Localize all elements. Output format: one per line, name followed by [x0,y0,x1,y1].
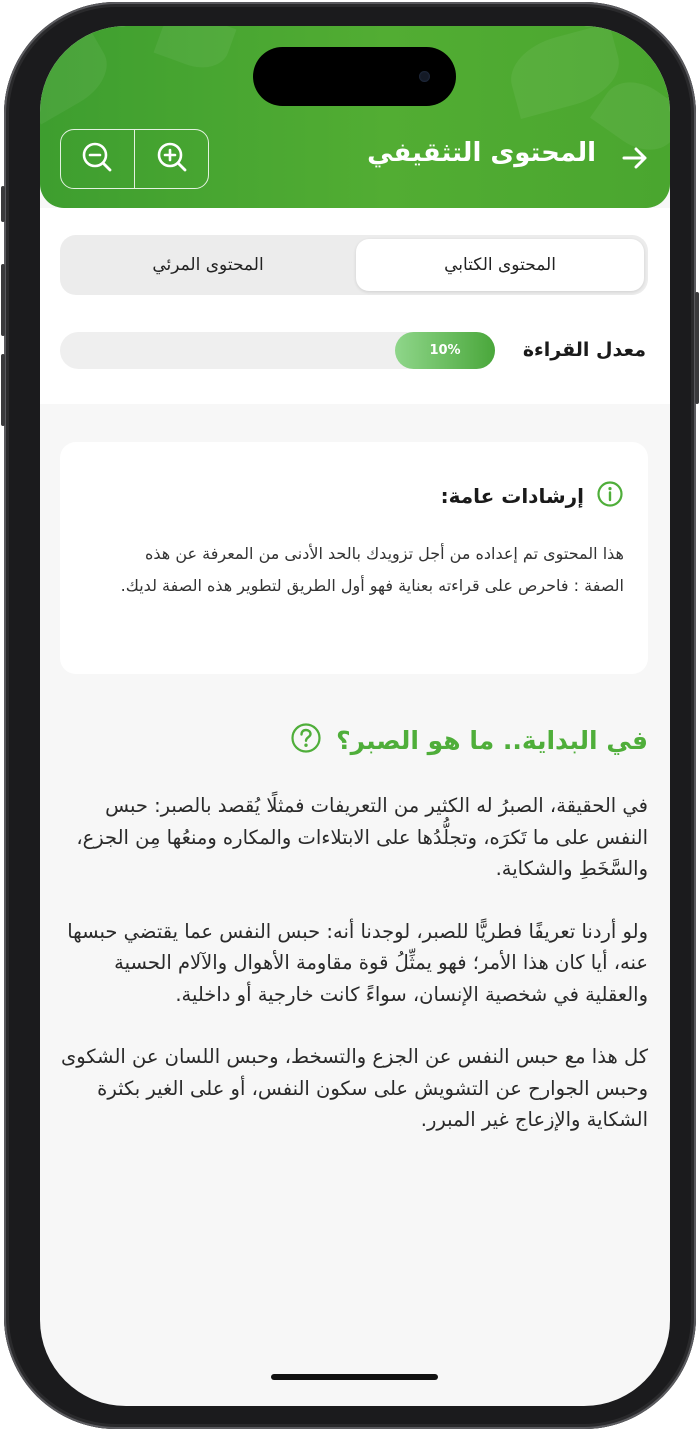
page-title: المحتوى التثقيفي [367,138,596,168]
dynamic-island [253,47,456,106]
zoom-out-button[interactable] [61,130,134,188]
phone-frame [4,2,696,1429]
volume-down-button [1,354,5,426]
zoom-out-icon [80,140,114,178]
power-button [695,292,699,404]
controls-panel [40,208,670,404]
reading-progress-value: 10% [429,343,461,358]
arrow-right-icon[interactable] [620,143,650,173]
guidelines-card [60,442,648,674]
zoom-controls [60,129,209,189]
guidelines-text: هذا المحتوى تم إعداده من أجل تزويدك بالحد الأدنى من المعرفة عن هذه الصفة : فاحرص على قراءته بعناية فهو أول الطريق لتطوير هذه الصفة لديك. [120,544,624,595]
reading-progress-fill [395,332,495,369]
article-paragraph: ولو أردنا تعريفًا فطريًّا للصبر، لوجدنا أنه: حبس النفس عما يقتضي حبسها عنه، أيا كان هذا الأمر؛ فهو يمثِّلُ قوة مقاومة الأهوال والآلام الحسية والعقلية في شخصية الإنسان، سواءً كانت خارجية أو داخلية. [67,919,648,1006]
content-tabs [60,235,648,295]
article-body [60,790,648,1167]
section-title: في البداية.. ما هو الصبر؟ [336,725,648,755]
header-leaf-decoration [154,26,237,76]
article-paragraph: كل هذا مع حبس النفس عن الجزع والتسخط، وحبس اللسان عن الشكوى وحبس الجوارح عن التشويش على سكون النفس، أو على الغير بكثرة الشكاية والإزعاج غير المبرر. [60,1045,648,1131]
article-paragraph: في الحقيقة، الصبرُ له الكثير من التعريفات فمثلًا يُقصد بالصبر: حبس النفس على ما تَكرَه، وتجلُّدُها على الابتلاءات والمكاره ومنعُها مِن الجزع، والسَّخَطِ والشكاية. [76,794,648,880]
zoom-in-icon [155,140,189,178]
section-header [290,722,648,758]
guidelines-title: إرشادات عامة: [440,484,584,508]
volume-up-button [1,264,5,336]
header-leaf-decoration [40,28,119,125]
reading-progress-bar [60,332,495,369]
tab-written-content[interactable]: المحتوى الكتابي [356,239,644,291]
reading-progress-label: معدل القراءة [522,339,646,361]
question-icon [290,722,322,758]
info-icon [596,480,624,512]
app-screen [40,26,670,1406]
tab-visual-content[interactable]: المحتوى المرئي [152,255,264,275]
home-indicator[interactable] [271,1374,438,1380]
mute-switch [1,186,5,222]
zoom-in-button[interactable] [135,130,208,188]
guidelines-header [441,480,624,512]
app-header [40,26,670,208]
front-camera [419,71,430,82]
